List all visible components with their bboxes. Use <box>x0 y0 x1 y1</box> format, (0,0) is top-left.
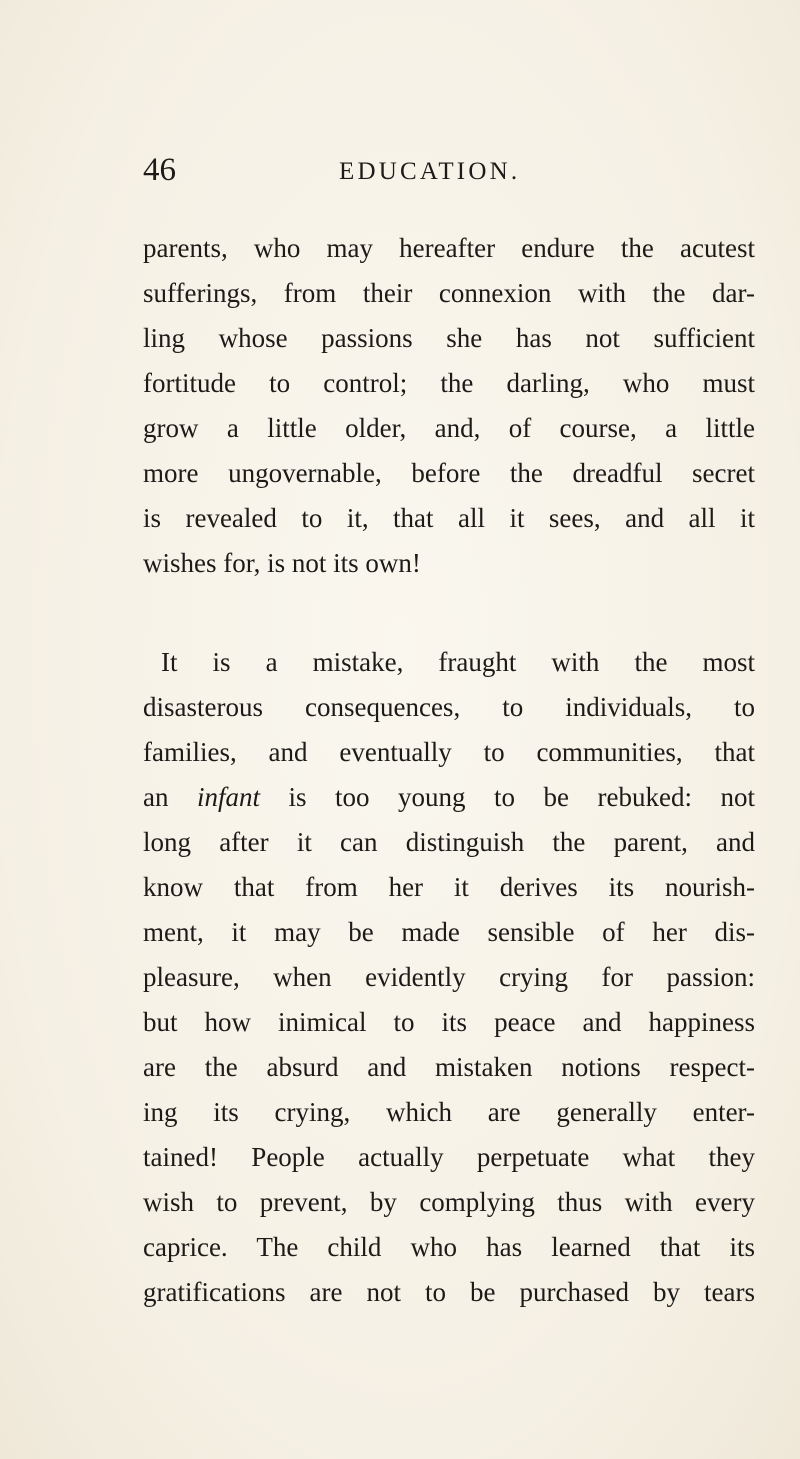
text-line: families, and eventually to communities, that <box>143 737 755 767</box>
paragraph-2 <box>143 640 755 1315</box>
text-line: wish to prevent, by complying thus with every <box>143 1187 755 1217</box>
running-head <box>143 150 743 200</box>
text-line: ment, it may be made sensible of her dis- <box>143 917 755 947</box>
text-line: disasterous consequences, to individuals, to <box>143 692 755 722</box>
text-line: gratifications are not to be purchased by tears <box>143 1277 755 1307</box>
running-title: EDUCATION. <box>339 158 521 185</box>
text-line: ing its crying, which are generally enter- <box>143 1097 755 1127</box>
text-line: fortitude to control; the darling, who must <box>143 368 755 398</box>
text-line: caprice. The child who has learned that its <box>143 1232 755 1262</box>
text-run: an <box>143 782 197 812</box>
text-line: more ungovernable, before the dreadful secret <box>143 458 755 488</box>
text-line: long after it can distinguish the parent, and <box>143 827 755 857</box>
body-text <box>143 226 755 1315</box>
text-line: are the absurd and mistaken notions respect- <box>143 1052 755 1082</box>
text-line: but how inimical to its peace and happiness <box>143 1007 755 1037</box>
text-line: tained! People actually perpetuate what they <box>143 1142 755 1172</box>
text-line: pleasure, when evidently crying for passion: <box>143 962 755 992</box>
text-line: grow a little older, and, of course, a little <box>143 413 755 443</box>
text-line: is revealed to it, that all it sees, and all it <box>143 503 755 533</box>
emphasis-text: infant <box>197 782 261 812</box>
text-line: sufferings, from their connexion with the dar- <box>143 278 755 308</box>
paragraph-gap <box>143 586 755 640</box>
text-line: wishes for, is not its own! <box>143 548 421 578</box>
paragraph-1 <box>143 226 755 586</box>
text-line-with-emphasis <box>143 775 755 820</box>
text-line: know that from her it derives its nourish- <box>143 872 755 902</box>
text-line: ling whose passions she has not sufficient <box>143 323 755 353</box>
text-run: is too young to be rebuked: not <box>260 782 756 812</box>
text-line: It is a mistake, fraught with the most <box>161 647 755 677</box>
text-line: parents, who may hereafter endure the acutest <box>143 233 755 263</box>
page-number: 46 <box>143 152 176 188</box>
